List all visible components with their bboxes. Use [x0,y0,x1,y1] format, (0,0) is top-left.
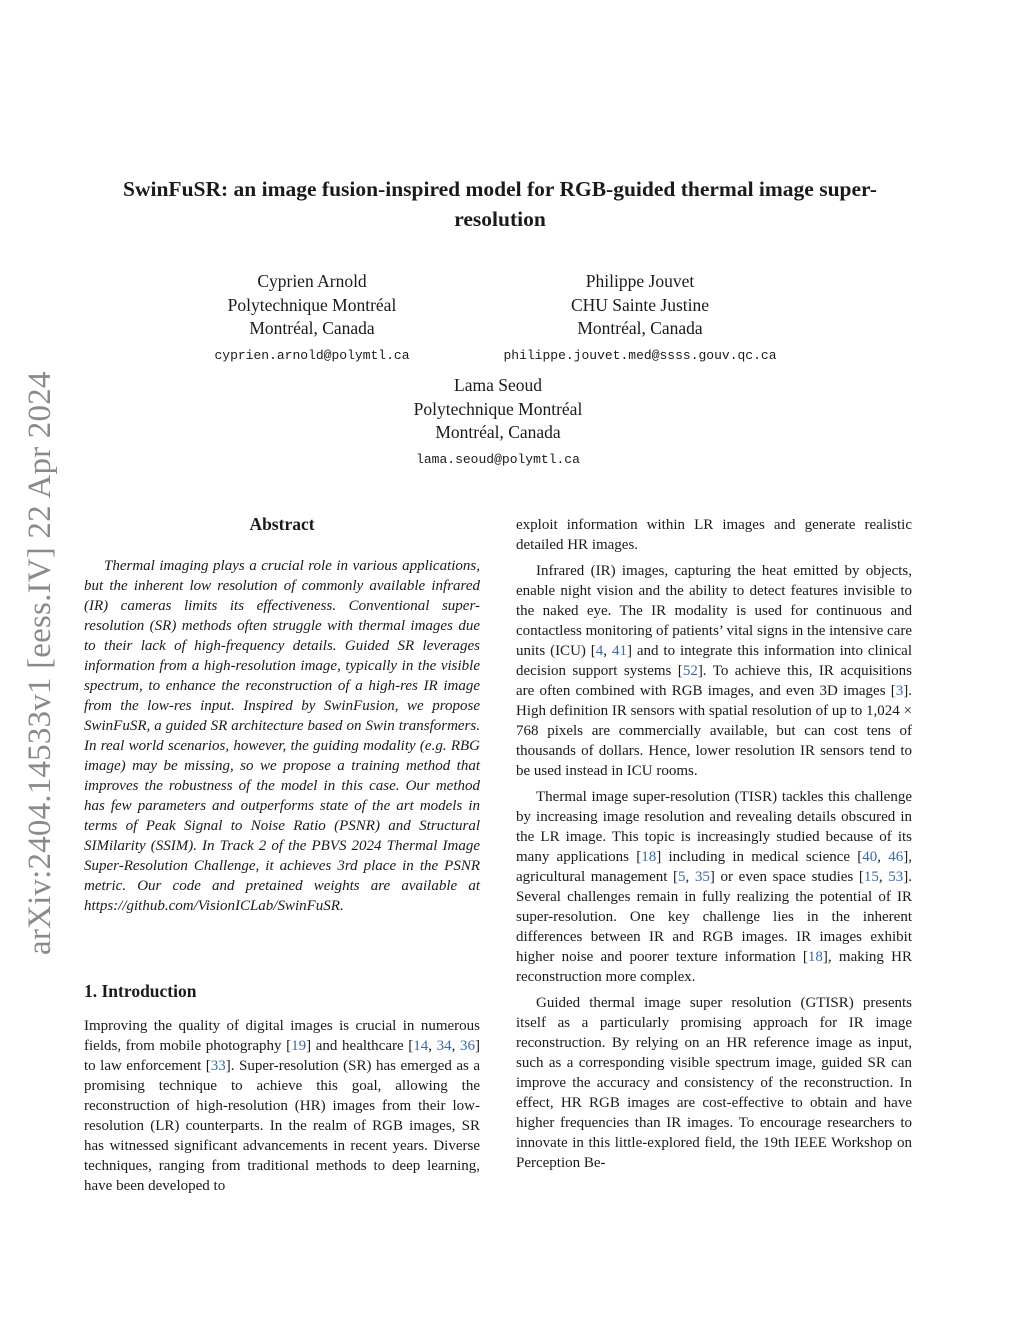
paper-title: SwinFuSR: an image fusion-inspired model for RGB-guided thermal image super-resolution [123,177,877,231]
author-block [470,270,810,366]
citation-link[interactable]: 34 [436,1038,452,1054]
citation-link[interactable]: 5 [678,869,686,885]
citation-link[interactable]: 41 [611,643,627,659]
author-name: Lama Seoud [454,375,542,395]
citation-link[interactable]: 18 [641,849,657,865]
citation-link[interactable]: 4 [595,643,604,659]
abstract-heading: Abstract [249,514,315,534]
intro-paragraph-3: Thermal image super-resolution (TISR) tackles this challenge by increasing image resolution and revealing details obscured in the LR image. This topic is increasingly studied because of its many applications [18] including in medical science [40, 46], agricultural management [5, 35] or even space studies [15, 53]. Several challenges remain in fully realizing the potential of IR super-resolution. One key challenge lies in the inherent differences between IR and RGB images. IR images exhibit higher noise and poorer texture information [18], making HR reconstruction more complex. [516,789,913,985]
section-heading-introduction: 1. Introduction [84,981,197,1001]
author-email: cyprien.arnold@polymtl.ca [214,347,410,363]
author-email: lama.seoud@polymtl.ca [416,451,580,467]
author-block [180,270,444,366]
right-column [516,515,912,1173]
author-email: philippe.jouvet.med@ssss.gouv.qc.ca [503,347,777,363]
intro-paragraph-4: Guided thermal image super resolution (GTISR) presents itself as a particularly promising approach for IR image reconstruction. By relying on an HR reference image as input, such as a corresponding visible spectrum image, guided SR can improve the accuracy and consistency of the reconstruction. In effect, HR RGB images are cost-effective to obtain and have higher frequencies than IR images. To encourage researchers to innovate in this little-explored field, the 19th IEEE Workshop on Perception Be- [516,995,912,1171]
author-location: Montréal, Canada [435,422,561,442]
citation-link[interactable]: 40 [862,849,878,865]
arxiv-stamp: arXiv:2404.14533v1 [eess.IV] 22 Apr 2024 [22,371,58,955]
intro-paragraph-1-continued: exploit information within LR images and generate realistic detailed HR images. [516,517,912,553]
author-name: Philippe Jouvet [585,271,695,291]
author-affiliation: Polytechnique Montréal [413,398,583,419]
citation-link[interactable]: 14 [413,1038,429,1054]
intro-paragraph-1: Improving the quality of digital images is crucial in numerous fields, from mobile photography [19] and healthcare [14, 34, 36] to law enforcement [33]. Super-resolution (SR) has emerged as a promising technique to achieve this goal, allowing the reconstruction of high-resolution (HR) images from their low-resolution (LR) counterparts. In the realm of RGB images, SR has witnessed significant advancements in recent years. Diverse techniques, ranging from traditional methods to deep learning, have been developed to [84,1018,481,1194]
citation-link[interactable]: 15 [863,869,879,885]
abstract-text: Thermal imaging plays a crucial role in various applications, but the inherent low resolution of commonly available infrared (IR) cameras limits its effectiveness. Conventional super-resolution (SR) methods often struggle with thermal images due to their lack of high-frequency details. Guided SR leverages information from a high-resolution image, typically in the visible spectrum, to enhance the reconstruction of a high-res IR image from the low-res input. Inspired by SwinFusion, we propose SwinFuSR, a guided SR architecture based on Swin transformers. In real world scenarios, however, the guiding modality (e.g. RBG image) may be missing, so we propose a training method that improves the robustness of the model in this case. Our method has few parameters and outperforms state of the art models in terms of Peak Signal to Noise Ratio (PSNR) and Structural SIMilarity (SSIM). In Track 2 of the PBVS 2024 Thermal Image Super-Resolution Challenge, it achieves 3rd place in the PSNR metric. Our code and pretained weights are available at https://github.com/VisionICLab/SwinFuSR. [84,558,480,914]
author-affiliation: Polytechnique Montréal [227,294,397,315]
author-location: Montréal, Canada [577,318,703,338]
citation-link[interactable]: 36 [460,1038,476,1054]
citation-link[interactable]: 33 [210,1058,226,1074]
citation-link[interactable]: 3 [895,683,904,699]
citation-link[interactable]: 52 [682,663,698,679]
intro-paragraph-2: Infrared (IR) images, capturing the heat emitted by objects, enable night vision and the ability to detect features invisible to the naked eye. The IR modality is used for continuous and contactless monitoring of patients’ vital signs in the intensive care units (ICU) [4, 41] and to integrate this information into clinical decision support systems [52]. To achieve this, IR acquisitions are often combined with RGB images, and even 3D images [3]. High definition IR sensors with spatial resolution of up to 1,024 × 768 pixels are commercially available, but can cost tens of thousands of dollars. Hence, lower resolution IR sensors tend to be used instead in ICU rooms. [516,563,913,779]
abstract-body [84,556,480,916]
citation-link[interactable]: 18 [807,949,823,965]
author-block [360,374,636,470]
citation-link[interactable]: 53 [888,869,904,885]
author-location: Montréal, Canada [249,318,375,338]
citation-link[interactable]: 35 [694,869,710,885]
author-affiliation: CHU Sainte Justine [570,294,710,315]
citation-link[interactable]: 19 [291,1038,307,1054]
citation-link[interactable]: 46 [888,849,904,865]
author-name: Cyprien Arnold [257,271,367,291]
